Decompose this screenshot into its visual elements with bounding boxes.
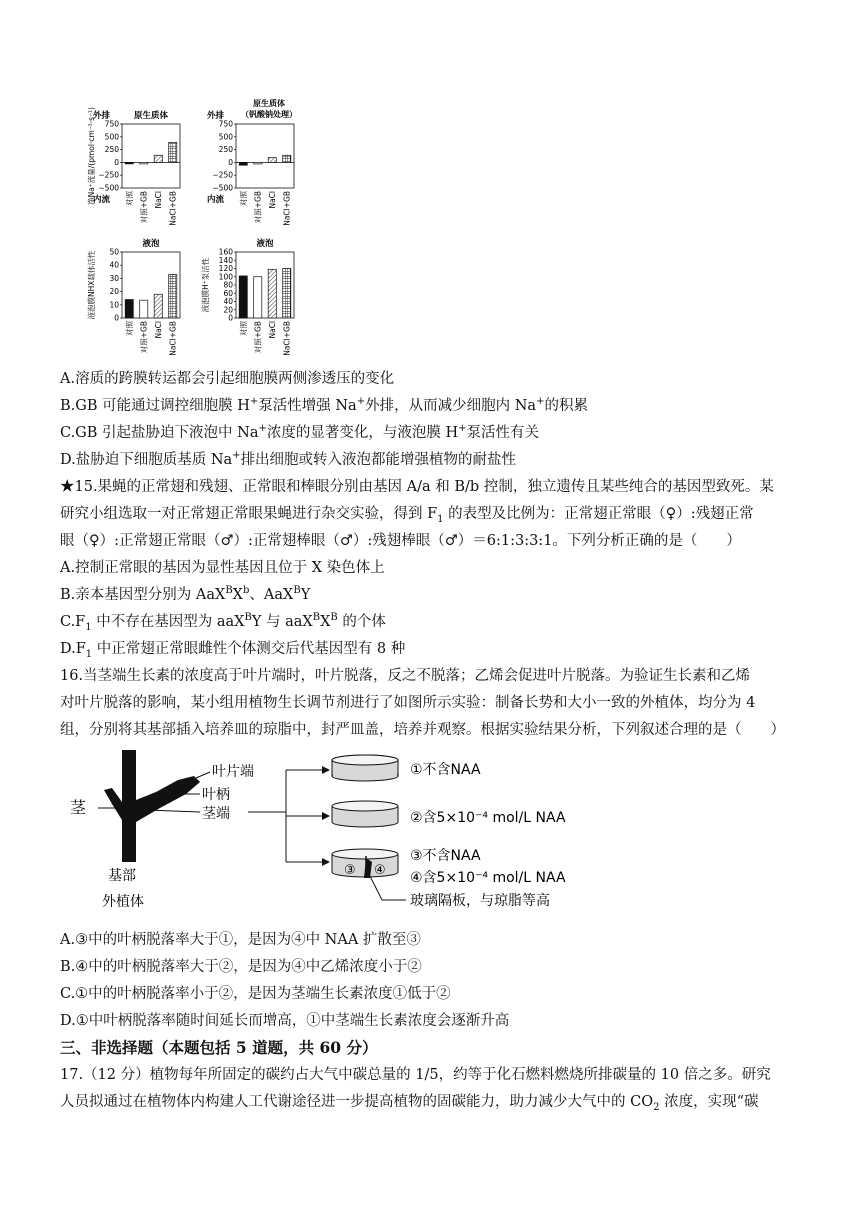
y-tick-label: 160 xyxy=(218,247,233,257)
q16-stem-line1 xyxy=(60,666,750,686)
y-tick-label: 10 xyxy=(109,300,119,310)
text: 的积累 xyxy=(544,398,588,414)
sup: + xyxy=(232,450,241,462)
y-top-label: 外排 xyxy=(206,111,224,121)
q17-line1 xyxy=(60,1065,771,1085)
text: 17.（12 分）植物每年所固定的碳约占大气中碳总量的 1/5，约等于化石燃料燃烧所排碳量的 10 倍之多。研究 xyxy=(60,1067,771,1083)
petri-dish-3 xyxy=(332,849,398,878)
dish3-right-mark: ④ xyxy=(374,863,386,878)
sup: + xyxy=(536,396,545,408)
y-tick-label: 20 xyxy=(223,305,233,315)
y-tick-label: 80 xyxy=(223,280,233,290)
bar-对照 xyxy=(239,276,247,318)
y-tick-label: 500 xyxy=(104,132,119,142)
petri-dish-2 xyxy=(332,801,398,827)
sup: B xyxy=(244,612,252,624)
q16-option-b xyxy=(60,957,422,977)
text: A.③中的叶柄脱落率大于①，是因为④中 NAA 扩散至③ xyxy=(60,932,421,948)
text: 泵活性增强 Na xyxy=(258,398,357,414)
bar-对照 xyxy=(239,162,247,165)
explant-label: 外植体 xyxy=(102,894,144,910)
text: D.盐胁迫下细胞质基质 Na xyxy=(60,452,233,468)
text: 眼（♀）:正常翅正常眼（♂）:正常翅棒眼（♂）:残翅棒眼（♂）＝6:1:3:3:1。下列分析正确的是（ ） xyxy=(60,533,741,549)
bar-NaCl xyxy=(154,155,162,162)
bar-对照+GB xyxy=(140,162,148,164)
y-tick-label: 0 xyxy=(228,313,233,323)
y-tick-label: 750 xyxy=(218,119,233,129)
dish3-label-a: ③不含NAA xyxy=(410,848,481,864)
sup: B xyxy=(312,612,321,624)
y-bottom-label: 内流 xyxy=(206,195,224,205)
text: X xyxy=(232,587,243,603)
y-tick-label: −250 xyxy=(98,170,119,180)
arrowhead-2 xyxy=(322,812,330,820)
bar-对照+GB xyxy=(254,277,262,318)
y-axis-label: 液泡膜H⁺泵活性 xyxy=(201,257,210,313)
y-tick-label: 0 xyxy=(228,157,233,167)
arrowhead-3 xyxy=(322,858,330,866)
y-tick-label: 60 xyxy=(223,288,233,298)
q16-option-c xyxy=(60,984,451,1004)
dish3-label-b: ④含5×10⁻⁴ mol/L NAA xyxy=(410,870,566,886)
y-tick-label: 30 xyxy=(109,273,119,283)
q14-option-a-text: A.溶质的跨膜转运都会引起细胞膜两侧渗透压的变化 xyxy=(60,371,395,387)
category-label: NaCl xyxy=(153,321,163,339)
q14-option-c xyxy=(60,423,539,443)
bar-NaCl+GB xyxy=(283,269,291,319)
y-tick-label: 50 xyxy=(109,247,119,257)
chart-title: 原生质体 xyxy=(133,111,169,121)
explant-diagram xyxy=(60,750,620,920)
q16-stem-line2 xyxy=(60,693,755,713)
q15-stem-line3 xyxy=(60,531,741,551)
sup: + xyxy=(356,396,366,408)
bar-NaCl xyxy=(268,269,276,318)
category-label: 对照 xyxy=(238,191,248,206)
sup: B xyxy=(330,612,338,624)
bar-NaCl+GB xyxy=(283,155,291,162)
category-label: NaCl xyxy=(267,191,277,209)
text: 研究小组选取一对正常翅正常眼果蝇进行杂交实验，得到 F xyxy=(60,506,438,522)
explant-shape xyxy=(104,750,200,862)
category-label: NaCl xyxy=(153,191,163,209)
q15-stem-line2 xyxy=(60,504,754,524)
q14-option-b xyxy=(60,396,588,416)
category-label: 对照 xyxy=(124,191,134,206)
y-axis-label: 净Na⁺流量/(pmol·cm⁻²·s⁻¹) xyxy=(87,107,96,205)
category-label: NaCl+GB xyxy=(168,321,178,356)
category-label: 对照+GB xyxy=(253,321,263,354)
text: Y 与 aaX xyxy=(251,614,313,630)
dish3-left-mark: ③ xyxy=(344,863,356,878)
sub: 1 xyxy=(437,513,444,525)
sup: B xyxy=(293,585,301,597)
y-bottom-label: 内流 xyxy=(92,195,110,205)
q15-stem-line1 xyxy=(60,477,774,497)
bar-NaCl+GB xyxy=(169,142,177,162)
category-label: NaCl+GB xyxy=(282,191,292,226)
sub: 2 xyxy=(653,1101,660,1113)
text: D.F xyxy=(60,641,86,657)
arrowhead-1 xyxy=(322,766,330,774)
sup: b xyxy=(243,585,250,597)
q15-option-d xyxy=(60,639,405,659)
q15-option-c xyxy=(60,612,386,632)
y-tick-label: 250 xyxy=(104,145,119,155)
y-tick-label: 250 xyxy=(218,145,233,155)
dish2-label: ②含5×10⁻⁴ mol/L NAA xyxy=(410,810,566,826)
text: ★15.果蝇的正常翅和残翅、正常眼和棒眼分别由基因 A/a 和 B/b 控制，独立遗传且某些纯合的基因型致死。某 xyxy=(60,479,774,495)
q15-option-b xyxy=(60,585,310,605)
y-tick-label: −500 xyxy=(212,183,233,193)
q14-option-a xyxy=(60,369,394,389)
text: 中正常翅正常眼雌性个体测交后代基因型有 8 种 xyxy=(92,641,406,657)
text: 的表型及比例为：正常翅正常眼（♀）:残翅正常 xyxy=(443,506,754,522)
chart-title-line2: （钒酸钠处理） xyxy=(241,110,297,119)
q14-option-d xyxy=(60,450,516,470)
y-top-label: 外排 xyxy=(92,111,110,121)
bar-对照+GB xyxy=(254,162,262,164)
chart-title: 液泡 xyxy=(142,239,160,249)
y-tick-label: 40 xyxy=(223,297,233,306)
text: C.①中的叶柄脱落率小于②，是因为茎端生长素浓度①低于② xyxy=(60,986,451,1002)
y-tick-label: 0 xyxy=(114,157,119,167)
y-tick-label: −250 xyxy=(212,170,233,180)
q16-option-a xyxy=(60,930,421,950)
text: B.GB 可能通过调控细胞膜 H xyxy=(60,398,250,414)
bar-对照 xyxy=(125,162,133,164)
bar-对照+GB xyxy=(140,300,148,318)
q17-line2 xyxy=(60,1092,759,1112)
text: C.GB 引起盐胁迫下液泡中 Na xyxy=(60,425,259,441)
text: 中不存在基因型为 aaX xyxy=(91,614,245,630)
sup: + xyxy=(258,423,267,435)
y-tick-label: 120 xyxy=(218,264,233,273)
petri-dish-1 xyxy=(332,755,398,781)
y-tick-label: 20 xyxy=(109,287,119,297)
sup: + xyxy=(458,423,467,435)
partition-label: 玻璃隔板，与琼脂等高 xyxy=(410,893,550,909)
text: D.①中叶柄脱落率随时间延长而增高，①中茎端生长素浓度会逐渐升高 xyxy=(60,1013,510,1029)
bar-NaCl xyxy=(154,294,162,318)
base-label: 基部 xyxy=(108,868,136,884)
y-tick-label: 500 xyxy=(218,132,233,142)
text: X xyxy=(320,614,331,630)
partition-leader xyxy=(370,876,382,900)
q16-option-d xyxy=(60,1011,509,1031)
chart-title-line1: 原生质体 xyxy=(253,99,285,108)
category-label: NaCl+GB xyxy=(282,321,292,356)
text: 组，分别将其基部插入培养皿的琼脂中，封严皿盖，培养并观察。根据实验结果分析，下列叙述合理的是（ ） xyxy=(60,722,785,738)
text: 的个体 xyxy=(337,614,386,630)
y-tick-label: 0 xyxy=(114,313,119,323)
bar-NaCl xyxy=(268,158,276,163)
text: 浓度，实现“碳 xyxy=(659,1094,759,1110)
text: 浓度的显著变化，与液泡膜 H xyxy=(266,425,459,441)
q15-option-a xyxy=(60,558,385,578)
text: A.控制正常眼的基因为显性基因且位于 X 染色体上 xyxy=(60,560,385,576)
text: 、AaX xyxy=(249,587,294,603)
stem-end-label: 茎端 xyxy=(202,806,230,822)
stem-label: 茎 xyxy=(70,798,87,817)
text: 外排，从而减少细胞内 Na xyxy=(365,398,537,414)
q16-stem-line3 xyxy=(60,720,785,740)
leaf-end-leader xyxy=(196,772,210,778)
y-tick-label: −500 xyxy=(98,183,119,193)
text: Y xyxy=(300,587,311,603)
text: B.④中的叶柄脱落率大于②，是因为④中乙烯浓度小于② xyxy=(60,959,422,975)
sub: 1 xyxy=(85,648,93,660)
y-tick-label: 140 xyxy=(218,255,233,265)
text: 16.当茎端生长素的浓度高于叶片端时，叶片脱落，反之不脱落；乙烯会促进叶片脱落。为验证生长素和乙烯 xyxy=(60,668,751,684)
text: 三、非选择题（本题包括 5 道题，共 60 分） xyxy=(60,1038,378,1057)
leaf-end-label: 叶片端 xyxy=(212,764,254,780)
dish1-label: ①不含NAA xyxy=(410,762,481,778)
chart-title: 液泡 xyxy=(256,239,274,249)
text: C.F xyxy=(60,614,86,630)
sup: + xyxy=(249,396,259,408)
text: 泵活性有关 xyxy=(466,425,540,441)
text: B.亲本基因型分别为 AaX xyxy=(60,587,226,603)
section-heading xyxy=(60,1038,377,1058)
petiole-label: 叶柄 xyxy=(202,787,230,803)
category-label: 对照+GB xyxy=(139,321,149,354)
category-label: NaCl xyxy=(267,321,277,339)
text: 排出细胞或转入液泡都能增强植物的耐盐性 xyxy=(240,452,517,468)
bar-对照 xyxy=(125,300,133,318)
category-label: 对照+GB xyxy=(253,191,263,224)
category-label: 对照+GB xyxy=(139,191,149,224)
category-label: NaCl+GB xyxy=(168,191,178,226)
category-label: 对照 xyxy=(124,321,134,336)
y-tick-label: 40 xyxy=(109,260,119,270)
text: 对叶片脱落的影响，某小组用植物生长调节剂进行了如图所示实验：制备长势和大小一致的外植体，均分为 4 xyxy=(60,695,756,711)
sub: 1 xyxy=(85,621,92,633)
y-axis-label: 液泡膜NHX载体活性 xyxy=(87,250,96,320)
text: 人员拟通过在植物体内构建人工代谢途径进一步提高植物的固碳能力，助力减少大气中的 CO xyxy=(60,1094,654,1110)
bar-NaCl+GB xyxy=(169,274,177,318)
y-tick-label: 100 xyxy=(218,272,233,282)
chart-figure xyxy=(60,96,310,358)
sup: B xyxy=(225,585,233,597)
category-label: 对照 xyxy=(238,321,248,336)
y-tick-label: 750 xyxy=(104,119,119,129)
